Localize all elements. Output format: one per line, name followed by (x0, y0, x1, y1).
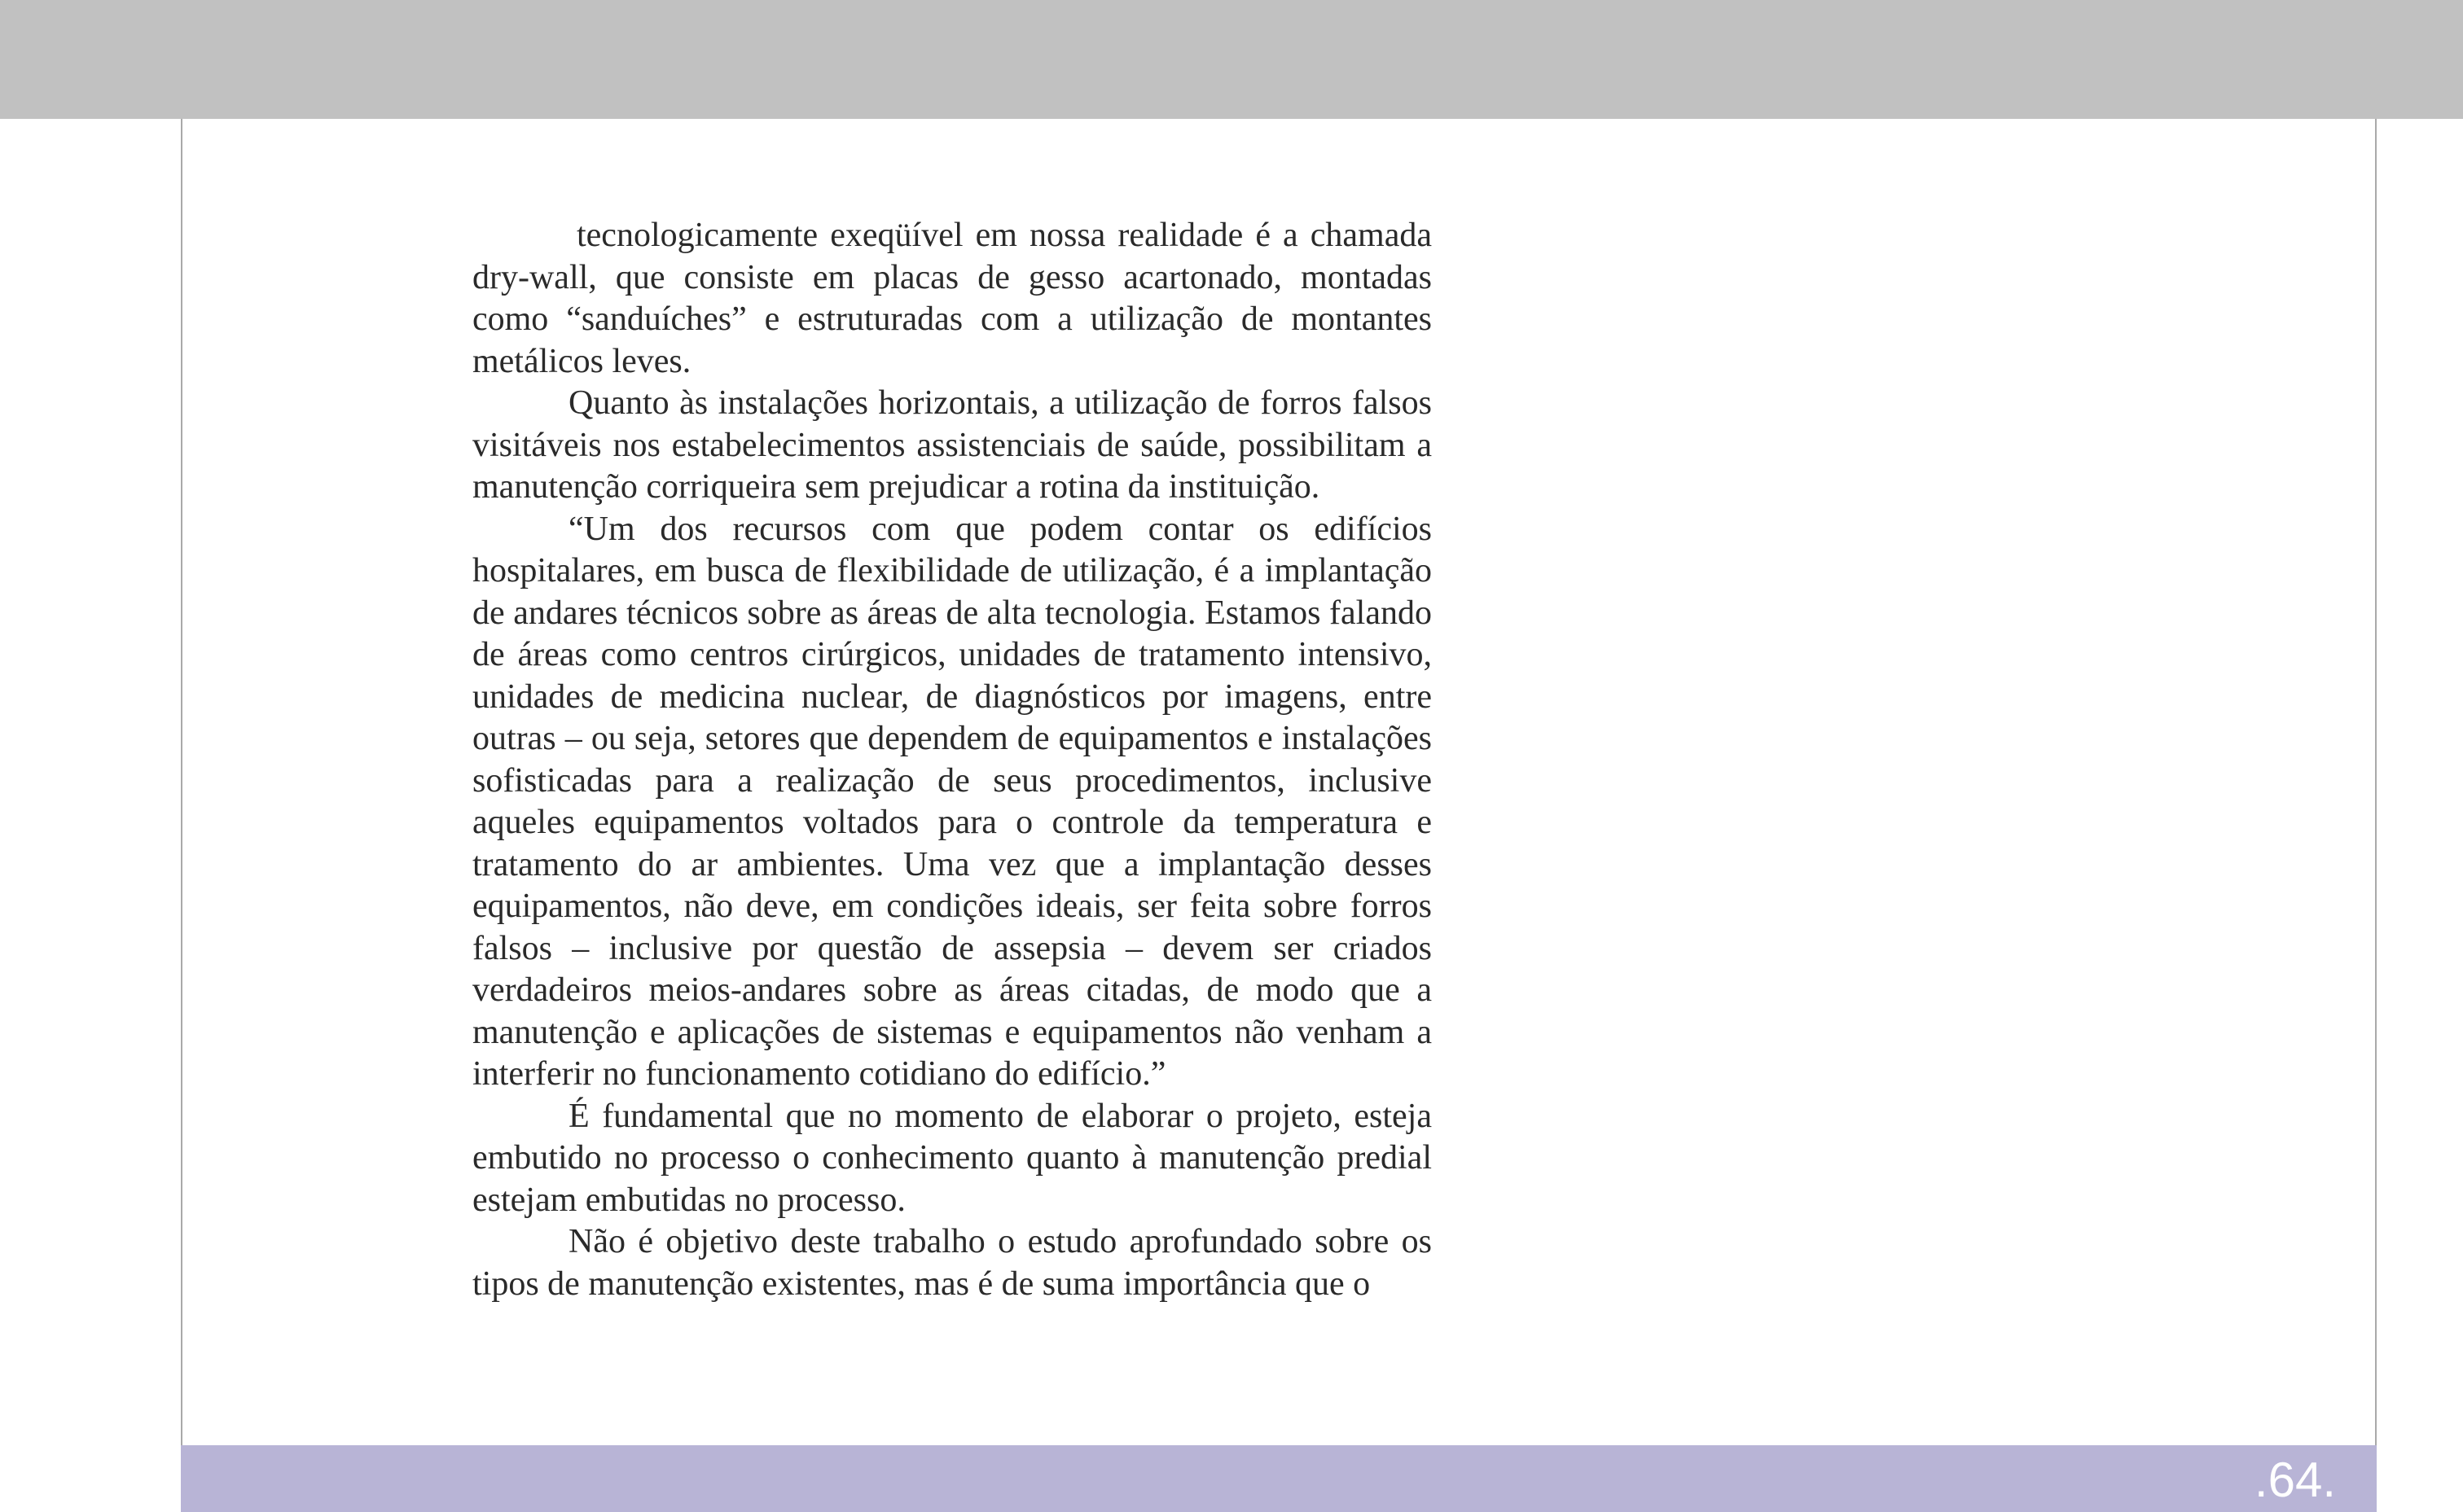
paragraph-3: “Um dos recursos com que podem contar os edifícios hospitalares, em busca de flexibilidade de utilização, é a implantação de andares técnicos sobre as áreas de alta tecnologia. Estamos falando de áreas como centros cirúrgicos, unidades de tratamento intensivo, unidades de medicina nuclear, de diagnósticos por imagens, entre outras – ou seja, setores que dependem de equipamentos e instalações sofisticadas para a realização de seus procedimentos, inclusive aqueles equipamentos voltados para o controle da temperatura e tratamento do ar ambientes. Uma vez que a implantação desses equipamentos, não deve, em condições ideais, ser feita sobre forros falsos – inclusive por questão de assepsia – devem ser criados verdadeiros meios-andares sobre as áreas citadas, de modo que a manutenção e aplicações de sistemas e equipamentos não venham a interferir no funcionamento cotidiano do edifício.” (472, 510, 1432, 1093)
paragraph-5: Não é objetivo deste trabalho o estudo aprofundado sobre os tipos de manutenção existentes, mas é de suma importância que o (472, 1223, 1432, 1303)
paragraph-2: Quanto às instalações horizontais, a utilização de forros falsos visitáveis nos estabelecimentos assistenciais de saúde, possibilitam a manutenção corriqueira sem prejudicar a rotina da instituição. (472, 384, 1432, 506)
paragraph-4: É fundamental que no momento de elaborar o projeto, esteja embutido no processo o conhecimento quanto à manutenção predial estejam embutidas no processo. (472, 1097, 1432, 1219)
paragraph-1: tecnologicamente exeqüível em nossa realidade é a chamada dry-wall, que consiste em placas de gesso acartonado, montadas como “sanduíches” e estruturadas com a utilização de montantes metálicos leves. (472, 217, 1432, 380)
footer-bar (181, 1445, 2377, 1512)
top-bar (0, 0, 2463, 119)
page-number: .64. (2254, 1453, 2336, 1507)
body-text (472, 215, 1432, 1305)
